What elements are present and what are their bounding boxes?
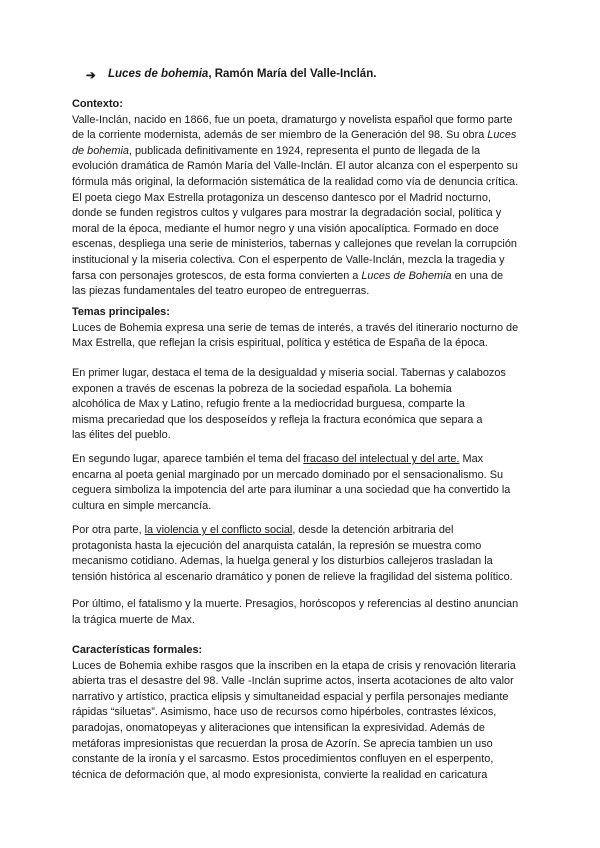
- paragraph-line: cultura en simple mercancía.: [72, 499, 212, 512]
- paragraph-line: las élites del pueblo.: [72, 429, 171, 442]
- paragraph-line: metáforas impresionistas que recuerdan la prosa de Azorín. Se aprecia tambien un uso: [72, 737, 493, 750]
- paragraph-line: En segundo lugar, aparece también el tema del fracaso del intelectual y del arte. Max: [72, 453, 484, 465]
- paragraph-line: narrativo y artístico, practica elipsis y simultaneidad espacial y perfila personajes mediante: [72, 690, 509, 703]
- paragraph-line: protagonista hasta la ejecución del anarquista catalán, la represión se muestra como: [72, 539, 482, 552]
- arrow-icon: ➔: [86, 70, 96, 82]
- paragraph-line: alcohólica de Max y Latino, refugio frente a la mediocridad burguesa, comparte la: [72, 398, 465, 411]
- paragraph-desigualdad: [72, 366, 534, 444]
- paragraph-line: evolución dramática de Ramón María del Valle-Inclán. El autor alcanza con el esperpento su: [72, 160, 518, 173]
- section-contexto: [72, 97, 534, 300]
- paragraph-line: Por otra parte, la violencia y el conflicto social, desde la detención arbitraria del: [72, 524, 454, 536]
- paragraph-line: misma precariedad que los desposeídos y refleja la fractura económica que separa a: [72, 413, 483, 426]
- underlined-phrase: fracaso del intelectual y del arte.: [303, 453, 460, 465]
- paragraph-line: técnica de deformación que, al modo expresionista, convierte la realidad en caricatura: [72, 768, 488, 781]
- section-temas: [72, 305, 534, 352]
- paragraph-line: mecanismo cotidiano. Ademas, la huelga general y los disturbios callejeros trasladan la: [72, 555, 493, 568]
- paragraph-line: Max Estrella, que reflejan la crisis espiritual, política y estética de España de la época.: [72, 337, 488, 350]
- paragraph-line: fórmula más original, la deformación sistemática de la realidad como vía de denuncia crítica.: [72, 175, 519, 188]
- section-heading-contexto: Contexto:: [72, 98, 123, 110]
- paragraph-line: Por último, el fatalismo y la muerte. Presagios, horóscopos y referencias al destino anuncian: [72, 598, 519, 610]
- paragraph-line: Luces de Bohemia expresa una serie de temas de interés, a través del itinerario nocturno de: [72, 321, 519, 334]
- paragraph-line: Valle-Inclán, nacido en 1866, fue un poeta, dramaturgo y novelista español que formo parte: [72, 113, 513, 126]
- paragraph-line: de bohemia, publicada definitivamente en 1924, representa el punto de llegada de la: [72, 144, 481, 157]
- paragraph-line: Luces de Bohemia exhibe rasgos que la inscriben en la etapa de crisis y renovación literaria: [72, 659, 516, 672]
- paragraph-line: institucional y la miseria colectiva. Con el esperpento de Valle-Inclán, mezcla la tragedia y: [72, 253, 505, 266]
- paragraph-line: moral de la época, mediante el humor negro y una visión apocalíptica. Formado en doce: [72, 222, 499, 235]
- paragraph-line: constante de la ironía y el sarcasmo. Estos procedimientos confluyen en el esperpento,: [72, 753, 494, 766]
- section-heading-temas: Temas principales:: [72, 306, 170, 318]
- work-title: Luces de bohemia: [108, 68, 209, 80]
- paragraph-line: ceguera simboliza la impotencia del arte para iluminar a una sociedad que ha convertido la: [72, 484, 511, 497]
- paragraph-line: En primer lugar, destaca el tema de la desigualdad y miseria social. Tabernas y calabozos: [72, 367, 506, 379]
- paragraph-violencia: [72, 523, 534, 585]
- paragraph-line: escenas, despliega una serie de ministerios, tabernas y callejones que revelan la corrupción: [72, 238, 517, 251]
- paragraph-line: abierta tras el desastre del 98. Valle -Inclán suprime actos, inserta acotaciones de alto valor: [72, 675, 514, 688]
- paragraph-fracaso: [72, 452, 534, 514]
- paragraph-line: exponen a través de escenas la pobreza de la sociedad española. La bohemia: [72, 382, 452, 395]
- paragraph-line: rápidas “siluetas”. Asimismo, hace uso de recursos como hipérboles, contrastes léxicos,: [72, 706, 497, 719]
- underlined-phrase: la violencia y el conflicto social: [144, 524, 293, 536]
- paragraph-line: las piezas fundamentales del teatro europeo de entreguerras.: [72, 285, 370, 298]
- author-name: , Ramón María del Valle-Inclán.: [208, 68, 377, 80]
- paragraph-line: farsa con personajes grotescos, de esta forma convierten a Luces de Bohemia en una de: [72, 269, 504, 282]
- paragraph-line: de la corriente modernista, además de ser miembro de la Generación del 98. Su obra Luces: [72, 129, 517, 142]
- section-heading-caracteristicas: Características formales:: [72, 644, 203, 656]
- paragraph-line: paradojas, onomatopeyas y aliteraciones que intensifican la expresividad. Además de: [72, 721, 485, 734]
- paragraph-line: tensión histórica al escenario dramático y ponen de relieve la fragilidad del sistema político.: [72, 570, 513, 583]
- paragraph-line: El poeta ciego Max Estrella protagoniza un descenso dantesco por el Madrid nocturno,: [72, 191, 491, 204]
- document-title: [86, 68, 377, 82]
- paragraph-line: donde se funden registros cultos y vulgares para mostrar la degradación social, política y: [72, 207, 502, 220]
- paragraph-fatalismo: [72, 597, 534, 628]
- section-caracteristicas: [72, 643, 534, 783]
- paragraph-line: encarna al poeta genial marginado por un mercado dominado por el sensacionalismo. Su: [72, 468, 504, 481]
- paragraph-line: la trágica muerte de Max.: [72, 613, 195, 626]
